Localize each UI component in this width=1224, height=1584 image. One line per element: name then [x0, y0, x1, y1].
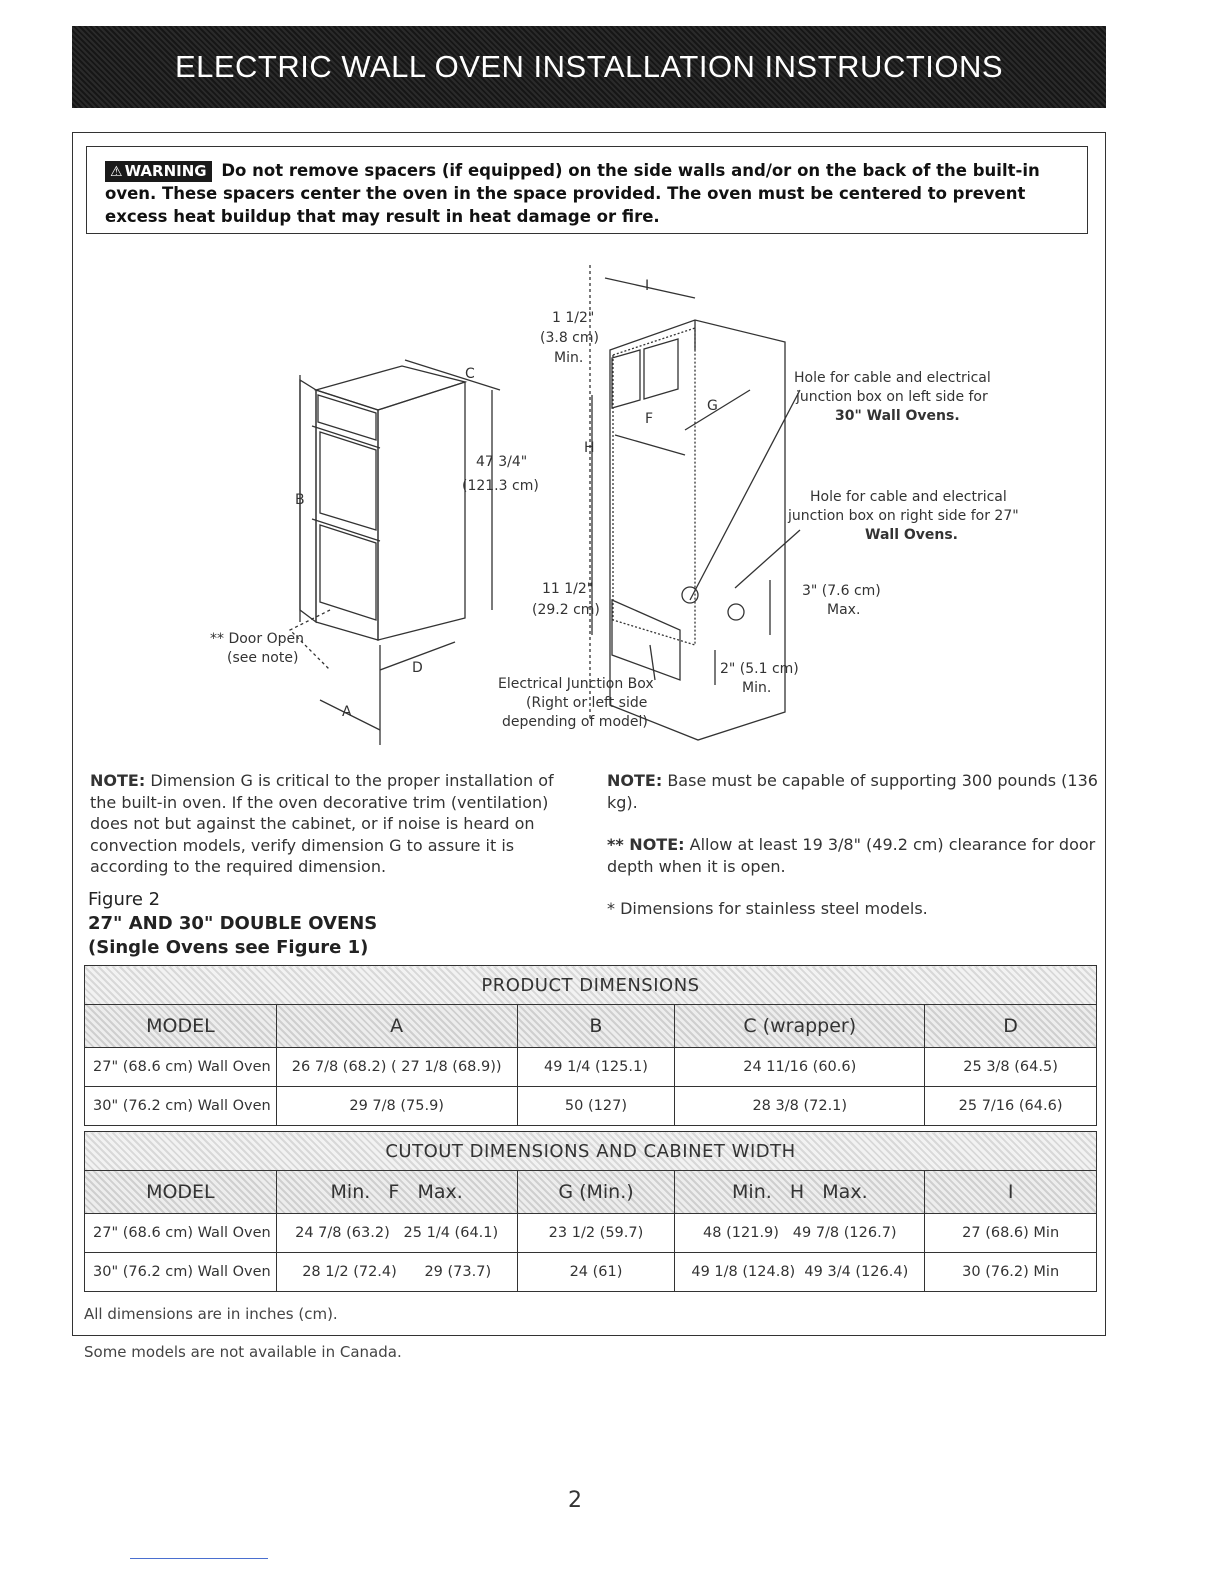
warning-box	[86, 146, 1088, 234]
table-cell: 49 1/4 (125.1)	[517, 1048, 675, 1087]
label-jbox-3: depending of model)	[502, 714, 648, 730]
table-cell: 28 1/2 (72.4) 29 (73.7)	[276, 1253, 517, 1292]
note-door-text: Allow at least 19 3/8" (49.2 cm) clearance for door depth when it is open.	[607, 835, 1096, 876]
warning-text: Do not remove spacers (if equipped) on the side walls and/or on the back of the built-in oven. These spacers center the oven in the space provided. The oven must be centered to prevent excess heat buildup that may result in heat damage or fire.	[105, 161, 1040, 226]
label-bottom-2: (29.2 cm)	[532, 602, 600, 618]
table-cell: 24 11/16 (60.6)	[675, 1048, 925, 1087]
leader-right-hole	[735, 530, 800, 588]
table-header: MODEL	[85, 1005, 277, 1048]
all-dimensions-note: All dimensions are in inches (cm).	[84, 1305, 338, 1323]
label-min-2: Min.	[742, 680, 772, 696]
table-header: C (wrapper)	[675, 1005, 925, 1048]
label-hole-left-1: Hole for cable and electrical	[794, 370, 991, 386]
table-header: A	[276, 1005, 517, 1048]
label-a: A	[342, 704, 352, 720]
table-cell: 48 (121.9) 49 7/8 (126.7)	[675, 1214, 925, 1253]
hole-right	[728, 604, 744, 620]
note-text: Dimension G is critical to the proper installation of the built-in oven. If the oven decorative trim (ventilation) does not but against the cabinet, or if noise is heard on convection models, verify dimension G to assure it is according to the required dimension.	[90, 771, 554, 876]
label-spacer-2: (3.8 cm)	[540, 330, 599, 346]
page-number: 2	[568, 1488, 582, 1513]
table-header: Min. F Max.	[276, 1171, 517, 1214]
label-i: I	[645, 278, 650, 294]
table-row	[85, 1253, 1097, 1292]
label-jbox-2: (Right or left side	[526, 695, 648, 711]
warning-label: WARNING	[124, 162, 207, 180]
drawer	[612, 600, 680, 680]
oven-side-face	[378, 382, 465, 640]
label-door-open-1: ** Door Open	[210, 631, 304, 647]
warning-badge	[105, 161, 212, 182]
label-f: F	[645, 411, 654, 427]
note-label: NOTE:	[90, 771, 146, 790]
table-cell: 29 7/8 (75.9)	[276, 1087, 517, 1126]
label-hole-right-3: Wall Ovens.	[865, 527, 959, 543]
label-door-open-2: (see note)	[227, 650, 299, 666]
control-panel	[318, 395, 376, 440]
note-stainless: * Dimensions for stainless steel models.	[607, 899, 928, 918]
label-hole-right-1: Hole for cable and electrical	[810, 489, 1007, 505]
label-height-2: (121.3 cm)	[462, 478, 539, 494]
table-cell: 25 7/16 (64.6)	[925, 1087, 1097, 1126]
label-max-1: 3" (7.6 cm)	[802, 583, 881, 599]
title-banner	[72, 26, 1106, 108]
label-hole-left-2: junction box on left side for	[796, 389, 988, 405]
table-cell: 27" (68.6 cm) Wall Oven	[85, 1214, 277, 1253]
table-cell: 26 7/8 (68.2) ( 27 1/8 (68.9))	[276, 1048, 517, 1087]
oven-top-face	[316, 366, 465, 410]
table-header: Min. H Max.	[675, 1171, 925, 1214]
leader-jbox	[650, 645, 655, 680]
table-cell: 24 (61)	[517, 1253, 675, 1292]
table-cell: 50 (127)	[517, 1087, 675, 1126]
label-jbox-1: Electrical Junction Box	[498, 676, 654, 692]
note-dimension-g	[90, 770, 560, 878]
table-cell: 25 3/8 (64.5)	[925, 1048, 1097, 1087]
upper-cabinet-door-2	[644, 339, 678, 399]
label-bottom-1: 11 1/2"	[542, 581, 594, 597]
label-spacer-1: 1 1/2"	[552, 310, 595, 326]
label-g: G	[707, 398, 718, 414]
label-d: D	[412, 660, 423, 676]
table-header: B	[517, 1005, 675, 1048]
note-door-label: ** NOTE:	[607, 835, 685, 854]
table-cell: 30 (76.2) Min	[925, 1253, 1097, 1292]
canada-note: Some models are not available in Canada.	[84, 1343, 402, 1361]
note-base-label: NOTE:	[607, 771, 663, 790]
label-hole-right-2: junction box on right side for 27"	[788, 508, 1019, 524]
table-cell: 27 (68.6) Min	[925, 1214, 1097, 1253]
figure-subtitle: (Single Ovens see Figure 1)	[88, 937, 369, 958]
table-header: I	[925, 1171, 1097, 1214]
note-base	[607, 770, 1107, 813]
figure-caption	[88, 888, 377, 960]
footer-link-underline[interactable]	[130, 1558, 268, 1559]
upper-handle	[312, 426, 380, 448]
table-cell: 49 1/8 (124.8) 49 3/4 (126.4)	[675, 1253, 925, 1292]
table-cell: 23 1/2 (59.7)	[517, 1214, 675, 1253]
product-dimensions-table	[84, 965, 1097, 1126]
label-c: C	[465, 366, 475, 382]
label-b: B	[295, 492, 305, 508]
lower-handle	[312, 519, 380, 541]
product-dimensions-title: PRODUCT DIMENSIONS	[85, 966, 1097, 1005]
notes-right	[607, 770, 1107, 941]
dim-i-line	[605, 278, 695, 298]
upper-door	[320, 432, 376, 530]
table-header: MODEL	[85, 1171, 277, 1214]
oven-diagram	[180, 250, 1060, 750]
table-row	[85, 1214, 1097, 1253]
warning-triangle-icon: ⚠	[110, 164, 123, 180]
label-max-2: Max.	[827, 602, 861, 618]
figure-title: 27" AND 30" DOUBLE OVENS	[88, 913, 378, 934]
label-hole-left-3: 30" Wall Ovens.	[835, 408, 960, 424]
note-door	[607, 834, 1107, 877]
table-cell: 30" (76.2 cm) Wall Oven	[85, 1253, 277, 1292]
figure-number: Figure 2	[88, 889, 161, 910]
lower-door	[320, 525, 376, 620]
cutout-dimensions-table	[84, 1131, 1097, 1292]
table-cell: 27" (68.6 cm) Wall Oven	[85, 1048, 277, 1087]
note-base-text: Base must be capable of supporting 300 pounds (136 kg).	[607, 771, 1098, 812]
table-cell: 30" (76.2 cm) Wall Oven	[85, 1087, 277, 1126]
label-min-1: 2" (5.1 cm)	[720, 661, 799, 677]
page-title: ELECTRIC WALL OVEN INSTALLATION INSTRUCTIONS	[174, 49, 1004, 84]
table-cell: 24 7/8 (63.2) 25 1/4 (64.1)	[276, 1214, 517, 1253]
table-header: G (Min.)	[517, 1171, 675, 1214]
table-row	[85, 1048, 1097, 1087]
cutout-dimensions-title: CUTOUT DIMENSIONS AND CABINET WIDTH	[85, 1132, 1097, 1171]
label-height-1: 47 3/4"	[476, 454, 528, 470]
label-spacer-3: Min.	[554, 350, 584, 366]
leader-left-hole	[690, 390, 800, 600]
table-row	[85, 1087, 1097, 1126]
table-cell: 28 3/8 (72.1)	[675, 1087, 925, 1126]
upper-cabinet-door-1	[612, 350, 640, 408]
label-h: H	[584, 440, 595, 456]
table-header: D	[925, 1005, 1097, 1048]
dim-f-line	[615, 435, 685, 455]
